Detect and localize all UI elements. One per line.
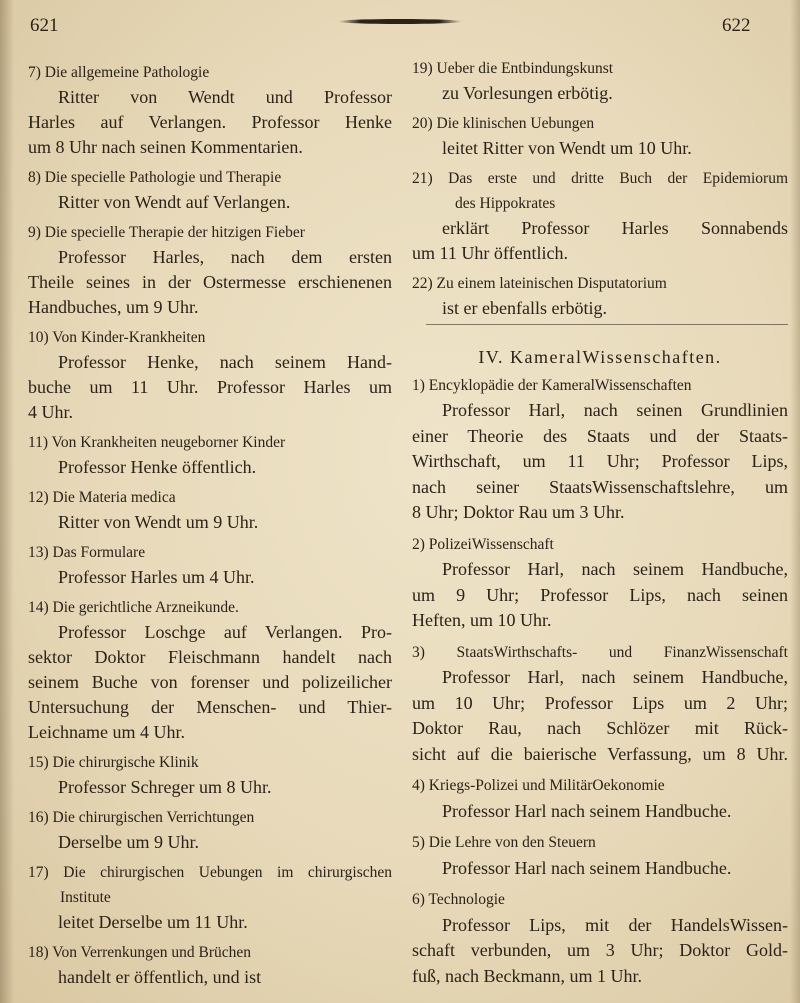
entry-heading [412, 271, 788, 296]
line-text: um 11 Uhr öffentlich. [412, 242, 568, 263]
line-text: Professor Henke, nach seinem Hand- [58, 351, 392, 372]
line-text: buche um 11 Uhr. Professor Harles um [28, 376, 392, 397]
entry-line [442, 81, 788, 106]
line-text: Professor Harl nach seinem Handbuche. [442, 800, 732, 821]
line-text: 18) Von Verrenkungen und Brüchen [28, 943, 251, 961]
line-text: Harles auf Verlangen. Professor Henke [28, 111, 392, 132]
entry-line [28, 375, 392, 400]
entry-line [412, 742, 788, 768]
entry-iv-1 [412, 373, 788, 526]
right-column [412, 56, 788, 990]
entry-line [28, 695, 392, 720]
line-text: Professor Harles um 4 Uhr. [58, 566, 255, 587]
line-text: nach seiner StaatsWissenschaftslehre, um [412, 476, 788, 497]
entry-line [442, 136, 788, 161]
entry-10 [28, 325, 392, 425]
section-heading: IV. KameralWissenschaften. [478, 346, 722, 367]
entry-line [58, 830, 392, 855]
line-text: fuß, nach Beckmann, um 1 Uhr. [412, 965, 642, 986]
page-number-left: 621 [30, 15, 59, 36]
line-text: Professor Harl nach seinem Handbuche. [442, 857, 732, 878]
line-text: sektor Doktor Fleischmann handelt nach [28, 646, 392, 667]
entry-line [28, 720, 392, 745]
entry-heading [412, 640, 788, 666]
line-text: 12) Die Materia medica [28, 488, 176, 506]
line-text: 17) Die chirurgischen Uebungen im chirurgischen [28, 863, 392, 881]
entry-heading [28, 60, 392, 85]
line-text: Professor Harl, nach seinem Handbuche, [442, 667, 788, 687]
entry-line [412, 583, 788, 609]
entry-heading [412, 532, 788, 558]
entry-line [412, 938, 788, 964]
entry-11 [28, 430, 392, 480]
entry-heading-continuation [455, 191, 788, 216]
entry-line [412, 691, 788, 717]
entry-line [28, 135, 392, 160]
entry-17 [28, 860, 392, 935]
entry-line [58, 910, 392, 935]
entry-heading [412, 56, 788, 81]
line-text: 7) Die allgemeine Pathologie [28, 63, 210, 81]
line-text: 9) Die specielle Therapie der hitzigen Fieber [28, 223, 305, 241]
entry-line [28, 645, 392, 670]
line-text: um 10 Uhr; Professor Lips um 2 Uhr; [412, 692, 788, 713]
entry-heading [28, 860, 392, 885]
entry-iv-4 [412, 773, 788, 824]
entry-heading [28, 805, 392, 830]
entry-heading [28, 485, 392, 510]
line-text: Professor Harl, nach seinen Grundlinien [442, 400, 788, 420]
entry-line [28, 295, 392, 320]
line-text: 16) Die chirurgischen Verrichtungen [28, 808, 255, 826]
entry-heading [28, 165, 392, 190]
entry-19 [412, 56, 788, 106]
line-text: Ritter von Wendt und Professor [58, 86, 392, 107]
line-text: Professor Schreger um 8 Uhr. [58, 776, 272, 797]
line-text: Handbuches, um 9 Uhr. [28, 296, 199, 317]
line-text: Ritter von Wendt auf Verlangen. [58, 191, 291, 212]
entry-line [412, 424, 788, 450]
line-text: Heften, um 10 Uhr. [412, 610, 552, 630]
line-text: Doktor Rau, nach Schlözer mit Rück- [412, 718, 788, 738]
entry-iv-2 [412, 532, 788, 634]
line-text: 15) Die chirurgische Klinik [28, 753, 199, 771]
entry-line [58, 565, 392, 590]
line-text: sicht auf die baierische Verfassung, um 8 Uhr. [412, 743, 788, 764]
entry-iv-3 [412, 640, 788, 768]
header-ornament-rule [338, 19, 462, 24]
entry-line [28, 670, 392, 695]
line-text: Ritter von Wendt um 9 Uhr. [58, 511, 259, 532]
line-text: um 8 Uhr nach seinen Kommentarien. [28, 136, 303, 157]
entry-line [412, 608, 788, 634]
left-column [28, 60, 392, 990]
line-text: 4) Kriegs-Polizei und MilitärOekonomie [412, 777, 665, 794]
entry-heading [412, 166, 788, 191]
line-text: 11) Von Krankheiten neugeborner Kinder [28, 433, 286, 451]
entry-iv-5 [412, 830, 788, 881]
entry-heading [28, 540, 392, 565]
entry-heading-continuation [60, 885, 392, 910]
entry-line [442, 913, 788, 939]
entry-18 [28, 940, 392, 990]
entry-line [412, 964, 788, 990]
entry-line [442, 856, 788, 882]
entry-13 [28, 540, 392, 590]
entry-heading [412, 373, 788, 399]
entry-line [442, 557, 788, 583]
entry-line [412, 241, 788, 266]
entry-line [58, 455, 392, 480]
entry-iv-6 [412, 887, 788, 989]
entry-21 [412, 166, 788, 266]
entry-7 [28, 60, 392, 160]
line-text: um 9 Uhr; Professor Lips, nach seinen [412, 584, 788, 605]
entry-15 [28, 750, 392, 800]
line-text: Professor Harl, nach seinem Handbuche, [442, 559, 788, 579]
entry-9 [28, 220, 392, 320]
line-text: ist er ebenfalls erbötig. [442, 297, 607, 318]
entry-line [442, 665, 788, 691]
entry-line [442, 296, 788, 321]
entry-line [442, 398, 788, 424]
entry-line [58, 350, 392, 375]
section-kameralwissenschaften [412, 345, 788, 990]
entry-line [58, 245, 392, 270]
line-text: 8) Die specielle Pathologie und Therapie [28, 168, 282, 186]
entry-line [58, 510, 392, 535]
entry-line [412, 475, 788, 501]
line-text: Professor Loschge auf Verlangen. Pro- [58, 621, 392, 642]
line-text: zu Vorlesungen erbötig. [442, 82, 613, 103]
entry-12 [28, 485, 392, 535]
entry-heading [412, 830, 788, 856]
line-text: Leichname um 4 Uhr. [28, 721, 185, 742]
entry-heading [28, 325, 392, 350]
line-text: Professor Lips, mit der HandelsWissen- [442, 914, 788, 935]
entry-line [58, 775, 392, 800]
line-text: Professor Henke öffentlich. [58, 456, 257, 477]
line-text: seinem Buche von forenser und polizeilicher [28, 671, 392, 692]
entry-heading [28, 220, 392, 245]
entry-heading [28, 940, 392, 965]
entry-heading [28, 430, 392, 455]
entry-20 [412, 111, 788, 161]
line-text: handelt er öffentlich, und ist [58, 966, 262, 987]
entry-line [58, 965, 392, 990]
line-text: 21) Das erste und dritte Buch der Epidemiorum [412, 169, 788, 187]
entry-line [28, 270, 392, 295]
entry-heading [412, 887, 788, 913]
line-text: 22) Zu einem lateinischen Disputatorium [412, 274, 667, 292]
entry-heading [412, 111, 788, 136]
entry-heading [412, 773, 788, 799]
entry-14 [28, 595, 392, 745]
entry-line [58, 620, 392, 645]
line-text: leitet Derselbe um 11 Uhr. [58, 911, 248, 932]
entry-heading [28, 750, 392, 775]
line-text: Professor Harles, nach dem ersten [58, 246, 392, 267]
line-text: Derselbe um 9 Uhr. [58, 831, 199, 852]
page-number-right: 622 [722, 15, 751, 36]
line-text: 19) Ueber die Entbindungskunst [412, 59, 614, 77]
line-text: schaft verbunden, um 3 Uhr; Doktor Gold- [412, 940, 788, 960]
line-text: 20) Die klinischen Uebungen [412, 114, 595, 132]
line-text: Institute [60, 888, 111, 906]
line-text: des Hippokrates [455, 194, 556, 212]
line-text: 5) Die Lehre von den Steuern [412, 834, 596, 851]
line-text: erklärt Professor Harles Sonnabends [442, 217, 788, 238]
entry-16 [28, 805, 392, 855]
line-text: 1) Encyklopädie der KameralWissenschaften [412, 376, 692, 394]
entry-line [442, 216, 788, 241]
entry-line [412, 449, 788, 475]
entry-line [28, 400, 392, 425]
line-text: Theile seines in der Ostermesse erschienenen [28, 271, 392, 292]
line-text: Untersuchung der Menschen- und Thier- [28, 696, 392, 717]
entry-line [442, 799, 788, 825]
line-text: 4 Uhr. [28, 401, 73, 422]
line-text: 6) Technologie [412, 891, 505, 908]
entry-line [412, 716, 788, 742]
line-text: 14) Die gerichtliche Arzneikunde. [28, 598, 239, 616]
section-divider [426, 324, 788, 325]
entry-line [58, 190, 392, 215]
line-text: Wirthschaft, um 11 Uhr; Professor Lips, [412, 451, 788, 471]
entry-heading [28, 595, 392, 620]
entry-line [58, 85, 392, 110]
line-text: 3) StaatsWirthschafts- und FinanzWissenschaft [412, 643, 788, 661]
line-text: 13) Das Formulare [28, 543, 146, 561]
entry-line [412, 500, 788, 526]
line-text: leitet Ritter von Wendt um 10 Uhr. [442, 137, 692, 158]
line-text: 10) Von Kinder-Krankheiten [28, 328, 206, 346]
line-text: 8 Uhr; Doktor Rau um 3 Uhr. [412, 502, 625, 522]
line-text: 2) PolizeiWissenschaft [412, 535, 554, 553]
entry-22 [412, 271, 788, 321]
entry-line [28, 110, 392, 135]
entry-8 [28, 165, 392, 215]
line-text: einer Theorie des Staats und der Staats- [412, 425, 788, 446]
